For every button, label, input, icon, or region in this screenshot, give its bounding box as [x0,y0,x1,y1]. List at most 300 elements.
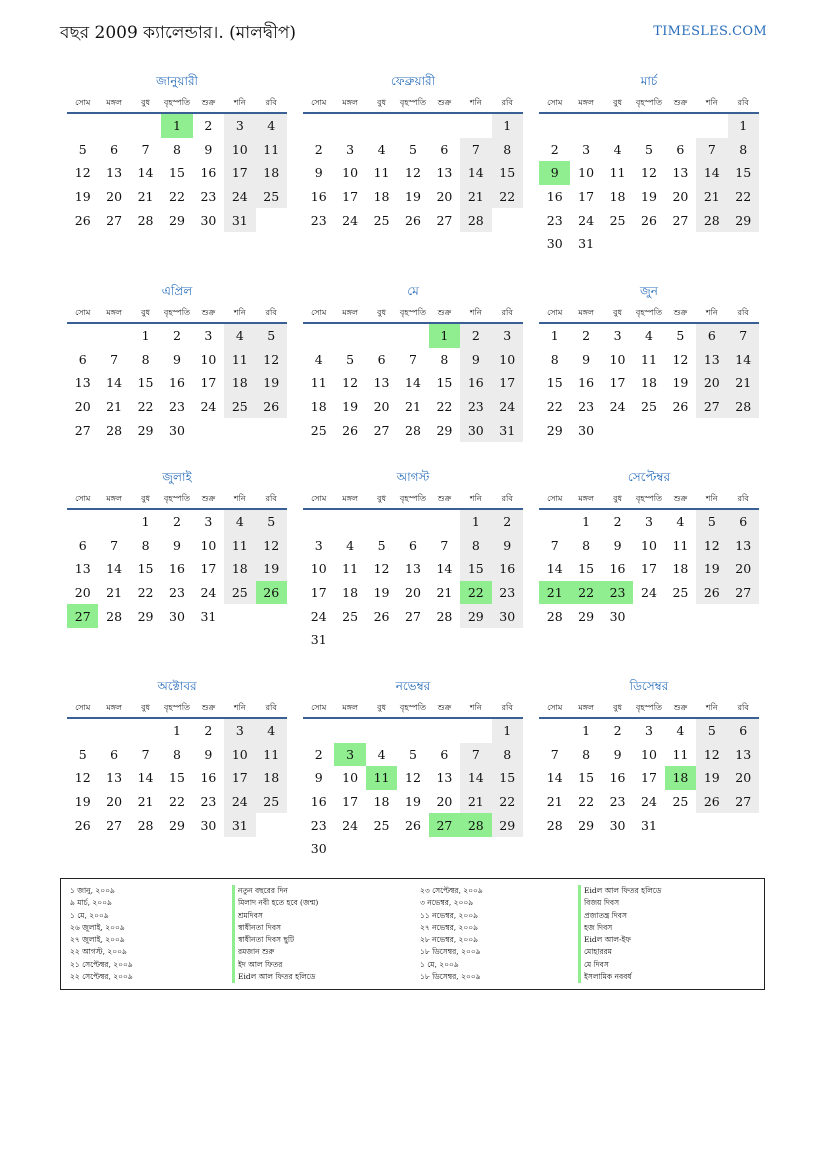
day-cell: 15 [137,375,154,391]
weekday-label: বৃহস্পতি [399,98,427,107]
weekday-label: রবি [265,494,277,503]
empty-cell [397,719,428,743]
day-cell: 9 [314,770,323,786]
day-cell: 20 [728,766,759,790]
day-cell: 12 [373,561,390,577]
day-cell: 23 [310,817,327,833]
weekday-header [67,306,287,320]
day-cell: 18 [310,399,327,415]
day-cell: 31 [200,608,217,624]
day-grid [539,719,759,837]
weekday-label: সোম [75,308,91,317]
legend-holiday-date: ১ মে, ২০০৯ [70,910,109,920]
day-cell: 12 [641,165,657,181]
weekday-label: বৃহস্পতি [635,308,663,317]
month-name: মে [407,284,419,298]
day-cell: 23 [546,212,563,228]
empty-cell [67,719,98,743]
day-cell: 3 [204,328,213,344]
weekday-label: শুক্র [201,703,216,712]
day-cell: 15 [169,770,185,786]
legend-holiday-name: স্বাধীনতা দিবস ছুটি [232,934,318,946]
empty-cell [696,114,727,138]
day-cell: 5 [696,719,727,743]
month-block [67,284,287,442]
day-cell: 5 [377,537,386,553]
day-cell: 19 [74,794,91,810]
day-cell: 10 [310,561,327,577]
day-cell: 11 [609,165,626,181]
day-cell: 4 [676,514,685,530]
day-cell: 13 [728,534,759,558]
day-cell: 6 [78,537,87,553]
weekday-label: শনি [469,703,482,712]
empty-cell [397,114,428,138]
day-grid [67,510,287,628]
day-cell: 28 [106,608,123,624]
day-cell: 16 [200,770,217,786]
day-cell: 30 [310,841,327,857]
holiday-day-cell: 23 [602,581,633,605]
month-block [303,679,523,861]
holiday-day-cell: 22 [460,581,491,605]
day-cell: 19 [696,557,727,581]
empty-cell [539,719,570,743]
weekday-label: শুক্র [673,494,688,503]
holiday-day-cell: 1 [429,324,460,348]
day-cell: 5 [696,510,727,534]
day-cell: 30 [492,604,523,628]
day-cell: 26 [342,422,359,438]
weekday-label: মঙ্গল [342,703,358,712]
weekday-label: বৃহস্পতি [399,703,427,712]
legend-holiday-date: ৯ মার্চ, ২০০৯ [70,898,112,908]
legend-holiday-date: ২৬ জুলাই, ২০০৯ [70,922,125,932]
day-cell: 25 [373,212,390,228]
weekday-header [539,492,759,506]
day-cell: 10 [224,138,255,162]
weekday-header [303,492,523,506]
holiday-day-cell: 3 [334,743,365,767]
day-cell: 6 [110,746,119,762]
empty-cell [334,324,365,348]
day-cell: 13 [672,165,689,181]
day-cell: 18 [256,766,287,790]
day-cell: 27 [728,790,759,814]
day-cell: 30 [578,422,595,438]
site-link[interactable]: TIMESLES.COM [653,24,767,39]
weekday-header [67,492,287,506]
day-cell: 1 [582,723,591,739]
day-cell: 29 [169,212,185,228]
weekday-label: বুধ [141,308,151,317]
day-cell: 24 [224,790,255,814]
day-cell: 16 [546,189,563,205]
day-cell: 1 [141,514,150,530]
weekday-label: বুধ [613,703,623,712]
day-cell: 9 [314,165,323,181]
legend-holiday-date: ২২ সেপ্টেম্বর, ২০০৯ [70,972,133,982]
day-cell: 7 [728,324,759,348]
day-cell: 31 [492,418,523,442]
day-cell: 13 [74,561,91,577]
weekday-label: রবি [501,98,513,107]
empty-cell [67,324,98,348]
day-cell: 23 [200,794,217,810]
day-cell: 16 [310,189,327,205]
legend-names-column-2 [578,885,661,983]
weekday-label: সোম [547,308,563,317]
day-cell: 12 [696,743,727,767]
day-cell: 19 [342,399,359,415]
month-block [303,284,523,442]
day-cell: 16 [169,561,185,577]
weekday-label: সোম [547,703,563,712]
month-name: আগস্ট [396,470,430,484]
day-cell: 7 [550,537,559,553]
day-cell: 7 [696,138,727,162]
weekday-label: শুক্র [201,308,216,317]
month-block [539,74,759,256]
day-cell: 24 [342,817,359,833]
legend-holiday-date: ২১ সেপ্টেম্বর, ২০০৯ [70,959,133,969]
day-cell: 3 [492,324,523,348]
day-cell: 14 [728,348,759,372]
day-cell: 8 [141,351,150,367]
day-cell: 21 [106,399,123,415]
day-cell: 3 [613,328,622,344]
day-cell: 14 [460,766,491,790]
weekday-label: মঙ্গল [106,703,122,712]
day-cell: 9 [492,534,523,558]
day-cell: 3 [204,514,213,530]
weekday-label: শনি [705,494,718,503]
day-cell: 15 [492,766,523,790]
weekday-label: বৃহস্পতি [399,308,427,317]
day-cell: 26 [641,212,657,228]
legend-holiday-name: স্বাধীনতা দিবস [232,922,318,934]
day-cell: 16 [578,375,595,391]
weekday-label: মঙ্গল [578,308,594,317]
month-block [303,470,523,652]
day-cell: 3 [346,141,355,157]
day-cell: 11 [672,537,689,553]
weekday-label: সোম [547,98,563,107]
empty-cell [366,324,397,348]
day-cell: 3 [582,141,591,157]
day-cell: 31 [224,208,255,232]
day-cell: 26 [405,212,421,228]
day-cell: 4 [256,114,287,138]
page-title: বছর 2009 ক্যালেন্ডার।. (মালদ্বীপ) [60,23,296,43]
day-cell: 8 [460,534,491,558]
day-cell: 15 [169,165,185,181]
weekday-label: বৃহস্পতি [399,494,427,503]
day-cell: 7 [110,537,119,553]
day-cell: 17 [200,561,217,577]
day-cell: 16 [200,165,217,181]
weekday-label: শনি [233,494,246,503]
holiday-legend [60,878,765,990]
day-cell: 2 [550,141,559,157]
day-cell: 18 [224,371,255,395]
day-cell: 24 [609,399,626,415]
day-cell: 9 [582,351,591,367]
empty-cell [429,114,460,138]
day-cell: 13 [696,348,727,372]
holiday-day-cell: 21 [539,581,570,605]
weekday-label: মঙ্গল [342,98,358,107]
day-cell: 12 [74,165,91,181]
day-cell: 28 [106,422,123,438]
day-cell: 19 [696,766,727,790]
day-cell: 10 [578,165,595,181]
day-cell: 30 [200,212,217,228]
day-cell: 20 [696,371,727,395]
day-cell: 21 [106,585,123,601]
day-cell: 28 [137,817,154,833]
day-cell: 12 [405,770,421,786]
legend-holiday-name: ইসলামিক নববর্ষ [578,971,661,983]
day-cell: 22 [728,185,759,209]
month-name: নভেম্বর [395,679,431,693]
weekday-label: শনি [705,308,718,317]
day-cell: 21 [696,185,727,209]
day-cell: 13 [373,375,390,391]
day-cell: 4 [224,510,255,534]
day-cell: 12 [256,534,287,558]
weekday-header [67,701,287,715]
weekday-label: শনি [705,98,718,107]
weekday-label: বুধ [141,494,151,503]
day-cell: 18 [373,189,390,205]
day-cell: 6 [728,510,759,534]
day-cell: 22 [492,790,523,814]
weekday-label: মঙ্গল [578,494,594,503]
day-cell: 19 [256,371,287,395]
legend-names-column-1 [232,885,318,983]
day-cell: 8 [440,351,449,367]
empty-cell [98,324,129,348]
day-cell: 18 [672,561,689,577]
day-cell: 9 [173,537,181,553]
day-cell: 21 [460,185,491,209]
day-cell: 3 [314,537,323,553]
empty-cell [130,114,161,138]
day-cell: 27 [106,212,123,228]
legend-holiday-name: মোহাররম [578,946,661,958]
day-cell: 6 [377,351,386,367]
empty-cell [397,510,428,534]
holiday-day-cell: 18 [665,766,696,790]
day-cell: 7 [550,746,559,762]
day-cell: 14 [405,375,421,391]
day-cell: 10 [609,351,626,367]
day-cell: 28 [405,422,421,438]
day-cell: 5 [409,141,417,157]
day-cell: 30 [609,817,626,833]
legend-holiday-name: ইদ আল ফিতর [232,959,318,971]
day-cell: 5 [676,328,685,344]
day-cell: 31 [641,817,657,833]
day-cell: 2 [460,324,491,348]
weekday-label: শুক্র [673,98,688,107]
day-cell: 7 [110,351,119,367]
day-cell: 29 [728,208,759,232]
day-grid [303,324,523,442]
day-cell: 16 [609,770,626,786]
day-cell: 28 [728,395,759,419]
day-cell: 8 [550,351,559,367]
day-cell: 15 [137,561,154,577]
day-cell: 23 [200,189,217,205]
day-cell: 14 [106,561,123,577]
day-cell: 18 [256,161,287,185]
weekday-label: সোম [311,703,327,712]
day-cell: 13 [106,165,123,181]
day-cell: 21 [436,585,453,601]
day-cell: 7 [460,743,491,767]
month-block [67,679,287,837]
weekday-label: বুধ [377,703,387,712]
day-cell: 7 [141,141,150,157]
legend-dates-column-2 [420,885,483,983]
day-cell: 11 [342,561,359,577]
day-cell: 10 [342,770,359,786]
day-cell: 5 [346,351,355,367]
day-cell: 23 [310,212,327,228]
weekday-label: বুধ [377,494,387,503]
weekday-label: শুক্র [673,308,688,317]
weekday-label: বৃহস্পতি [163,703,191,712]
day-cell: 15 [578,770,595,786]
day-cell: 19 [405,794,421,810]
day-cell: 4 [256,719,287,743]
day-cell: 12 [696,534,727,558]
weekday-label: শুক্র [673,703,688,712]
day-cell: 18 [342,585,359,601]
day-cell: 5 [78,141,87,157]
day-cell: 1 [173,723,181,739]
day-cell: 17 [200,375,217,391]
day-cell: 12 [672,351,689,367]
legend-dates-column-1 [70,885,133,983]
month-name: ডিসেম্বর [629,679,669,693]
day-cell: 7 [409,351,417,367]
day-cell: 28 [696,208,727,232]
legend-holiday-date: ১ জানু, ২০০৯ [70,886,115,895]
empty-cell [366,719,397,743]
weekday-label: শনি [705,703,718,712]
day-cell: 13 [436,770,453,786]
legend-holiday-name: মে দিবস [578,959,661,971]
day-cell: 29 [578,608,595,624]
day-cell: 15 [728,161,759,185]
day-cell: 26 [696,581,727,605]
day-cell: 5 [409,746,417,762]
day-cell: 14 [137,165,154,181]
day-cell: 2 [173,328,181,344]
day-cell: 24 [224,185,255,209]
holiday-day-cell: 11 [366,766,397,790]
day-cell: 19 [641,189,657,205]
day-cell: 4 [346,537,355,553]
weekday-label: রবি [501,703,513,712]
weekday-label: রবি [265,703,277,712]
day-cell: 17 [609,375,626,391]
day-cell: 10 [492,348,523,372]
day-cell: 7 [141,746,150,762]
empty-cell [67,510,98,534]
day-cell: 2 [582,328,591,344]
weekday-header [67,96,287,110]
legend-holiday-date: ২৭ জুলাই, ২০০৯ [70,935,125,945]
day-cell: 1 [492,719,523,743]
day-cell: 14 [137,770,154,786]
day-cell: 8 [728,138,759,162]
weekday-label: মঙ্গল [106,308,122,317]
day-cell: 17 [224,161,255,185]
month-name: অক্টোবর [157,679,197,693]
weekday-label: বৃহস্পতি [163,308,191,317]
weekday-header [303,701,523,715]
day-cell: 19 [672,375,689,391]
empty-cell [334,719,365,743]
day-cell: 17 [578,189,595,205]
day-cell: 5 [645,141,653,157]
day-cell: 18 [609,189,626,205]
day-cell: 21 [728,371,759,395]
day-cell: 24 [310,608,327,624]
empty-cell [303,114,334,138]
day-cell: 1 [728,114,759,138]
day-cell: 26 [373,608,390,624]
empty-cell [665,114,696,138]
weekday-label: শুক্র [437,494,452,503]
day-cell: 17 [224,766,255,790]
legend-holiday-date: ২৩ সেপ্টেম্বর, ২০০৯ [420,886,483,895]
day-cell: 31 [224,813,255,837]
weekday-label: রবি [501,308,513,317]
weekday-header [539,306,759,320]
weekday-label: মঙ্গল [578,703,594,712]
day-cell: 26 [405,817,421,833]
weekday-label: রবি [501,494,513,503]
day-cell: 19 [256,557,287,581]
day-cell: 16 [310,794,327,810]
day-cell: 29 [137,422,154,438]
day-cell: 13 [74,375,91,391]
day-cell: 24 [578,212,595,228]
weekday-label: বৃহস্পতি [163,98,191,107]
day-cell: 14 [546,770,563,786]
weekday-label: রবি [265,308,277,317]
month-name: সেপ্টেম্বর [627,470,671,484]
empty-cell [397,324,428,348]
day-cell: 8 [492,743,523,767]
day-cell: 31 [578,236,595,252]
weekday-header [539,701,759,715]
day-cell: 10 [641,746,657,762]
day-cell: 28 [436,608,453,624]
day-grid [303,114,523,232]
legend-holiday-date: ২২ আগস্ট, ২০০৯ [70,947,127,957]
day-cell: 26 [256,395,287,419]
day-cell: 3 [224,719,255,743]
day-cell: 17 [342,794,359,810]
day-grid [67,114,287,232]
day-cell: 30 [200,817,217,833]
